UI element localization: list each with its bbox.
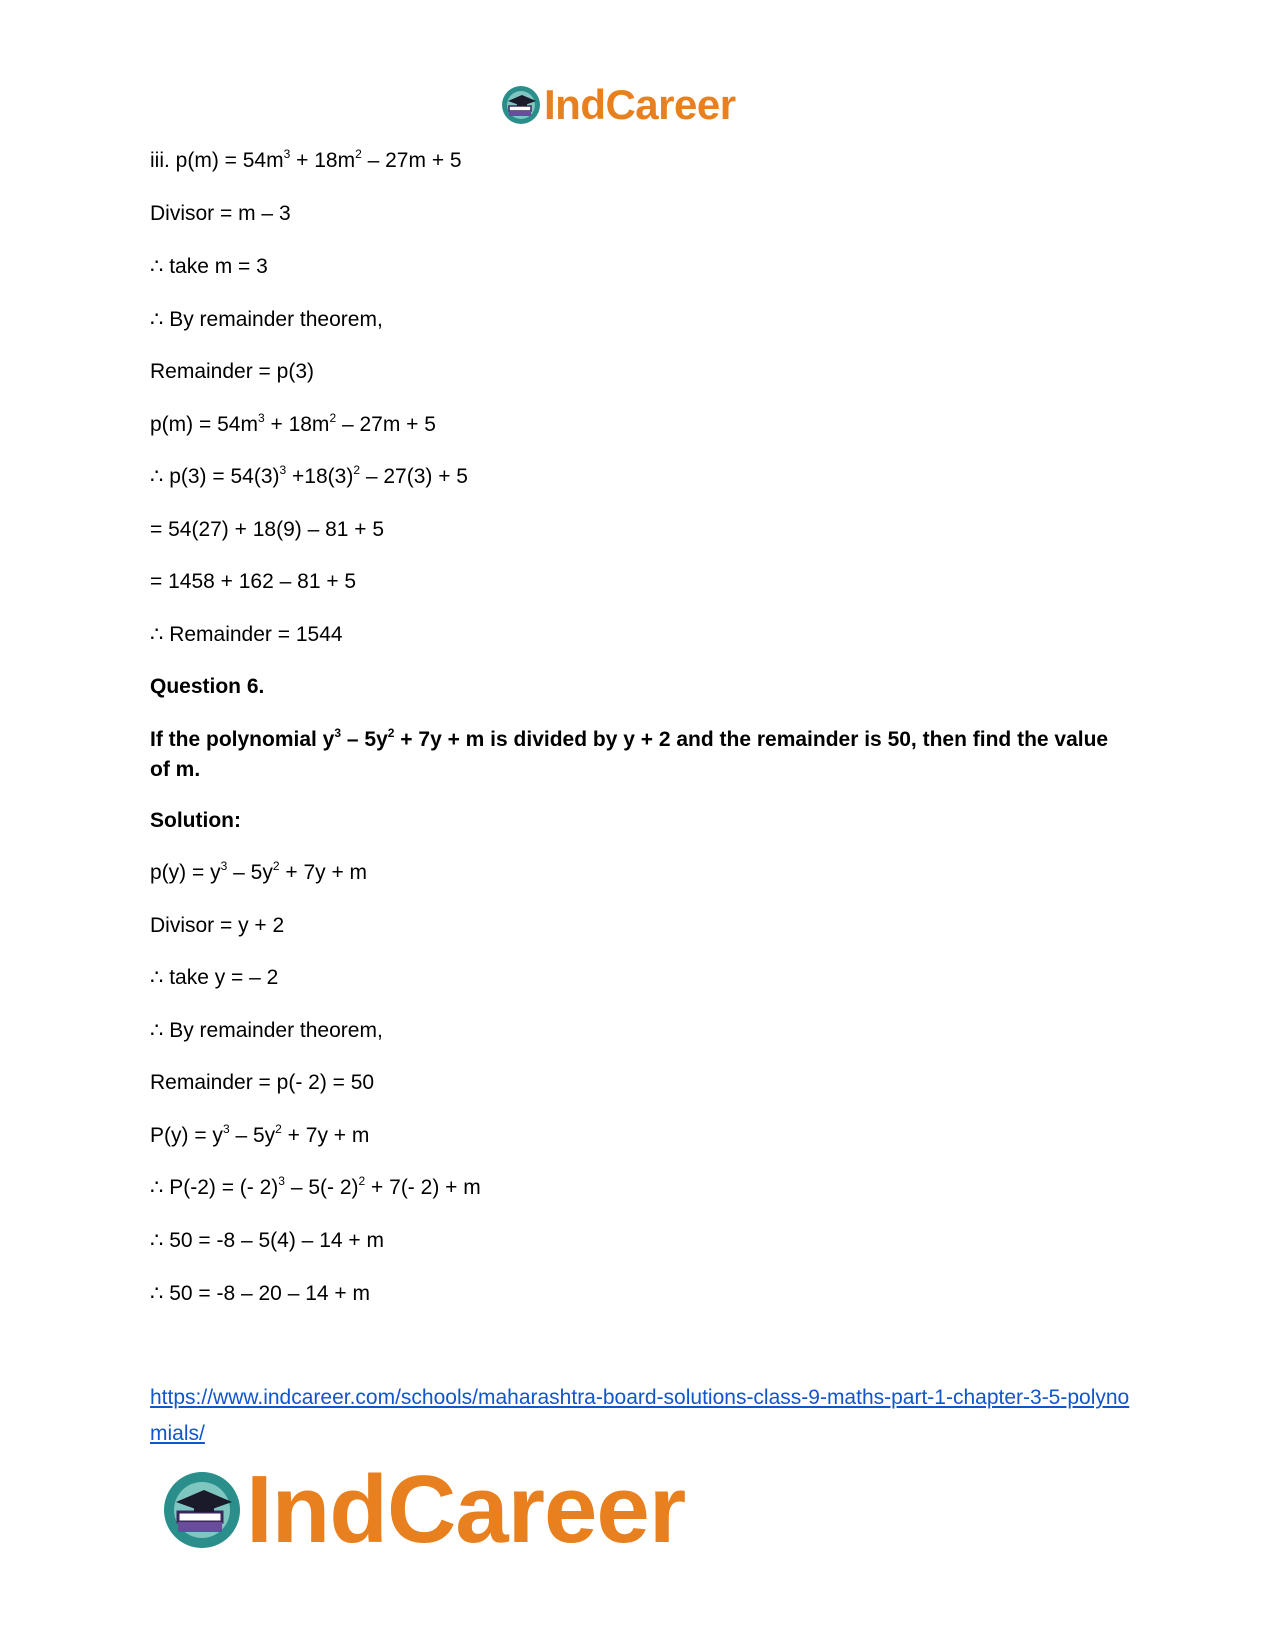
expression-line: $p(m) = 54m^3 + 18m^2 - 27m + 5$ [150, 411, 436, 436]
expression-line: $p(y) = y^3 - 5y^2 + 7y + m$ [150, 859, 368, 884]
step-line: Remainder = p(3) [150, 360, 314, 383]
expression-line: ∴ $p(3) = 54(3)^3 +18(3)^2 - 27(3) + 5$ [150, 463, 468, 488]
step-line: = 54(27) + 18(9) – 81 + 5 [150, 518, 385, 541]
step-line: ∴ take y = – 2 [150, 966, 279, 989]
graduation-book-icon [500, 84, 542, 126]
header-logo [500, 80, 736, 130]
question-title: Question 6. [150, 675, 265, 698]
step-line: ∴ take m = 3 [150, 255, 268, 278]
solution-label: Solution: [150, 809, 241, 832]
source-link[interactable]: https://www.indcareer.com/schools/maharashtra-board-solutions-class-9-maths-part-1-chapter-3-5-polynomials/ [150, 1386, 1130, 1445]
divisor-line: Divisor = y + 2 [150, 914, 285, 937]
expression-line: $P(y) = y^3 - 5y^2 + 7y + m$ [150, 1122, 370, 1147]
step-line: ∴ By remainder theorem, [150, 1019, 383, 1042]
expression-line: iii. $p(m) = 54m^3 + 18m^2 - 27m + 5$ [150, 147, 462, 172]
step-line: Remainder = p(- 2) = 50 [150, 1071, 375, 1094]
step-line: ∴ By remainder theorem, [150, 308, 383, 331]
question-text: If the polynomial $y^3 - 5y^2 + 7y + m$ is divided by y + 2 and the remainder is 50, then find the value of m. [150, 726, 1109, 781]
brand-name: IndCareer [246, 1456, 686, 1563]
divisor-line: Divisor = m – 3 [150, 202, 291, 225]
footer-logo [160, 1456, 686, 1563]
graduation-book-icon [160, 1468, 244, 1552]
step-line: ∴ 50 = -8 – 20 – 14 + m [150, 1282, 370, 1305]
expression-line: ∴ P(-2) = (- 2)$^3$ – 5(- 2)$^2$ + 7(- 2) + m [150, 1174, 481, 1199]
step-line: ∴ 50 = -8 – 5(4) – 14 + m [150, 1229, 384, 1252]
brand-name: IndCareer [544, 81, 736, 128]
result-line: ∴ Remainder = 1544 [150, 623, 343, 646]
step-line: = 1458 + 162 – 81 + 5 [150, 570, 357, 593]
